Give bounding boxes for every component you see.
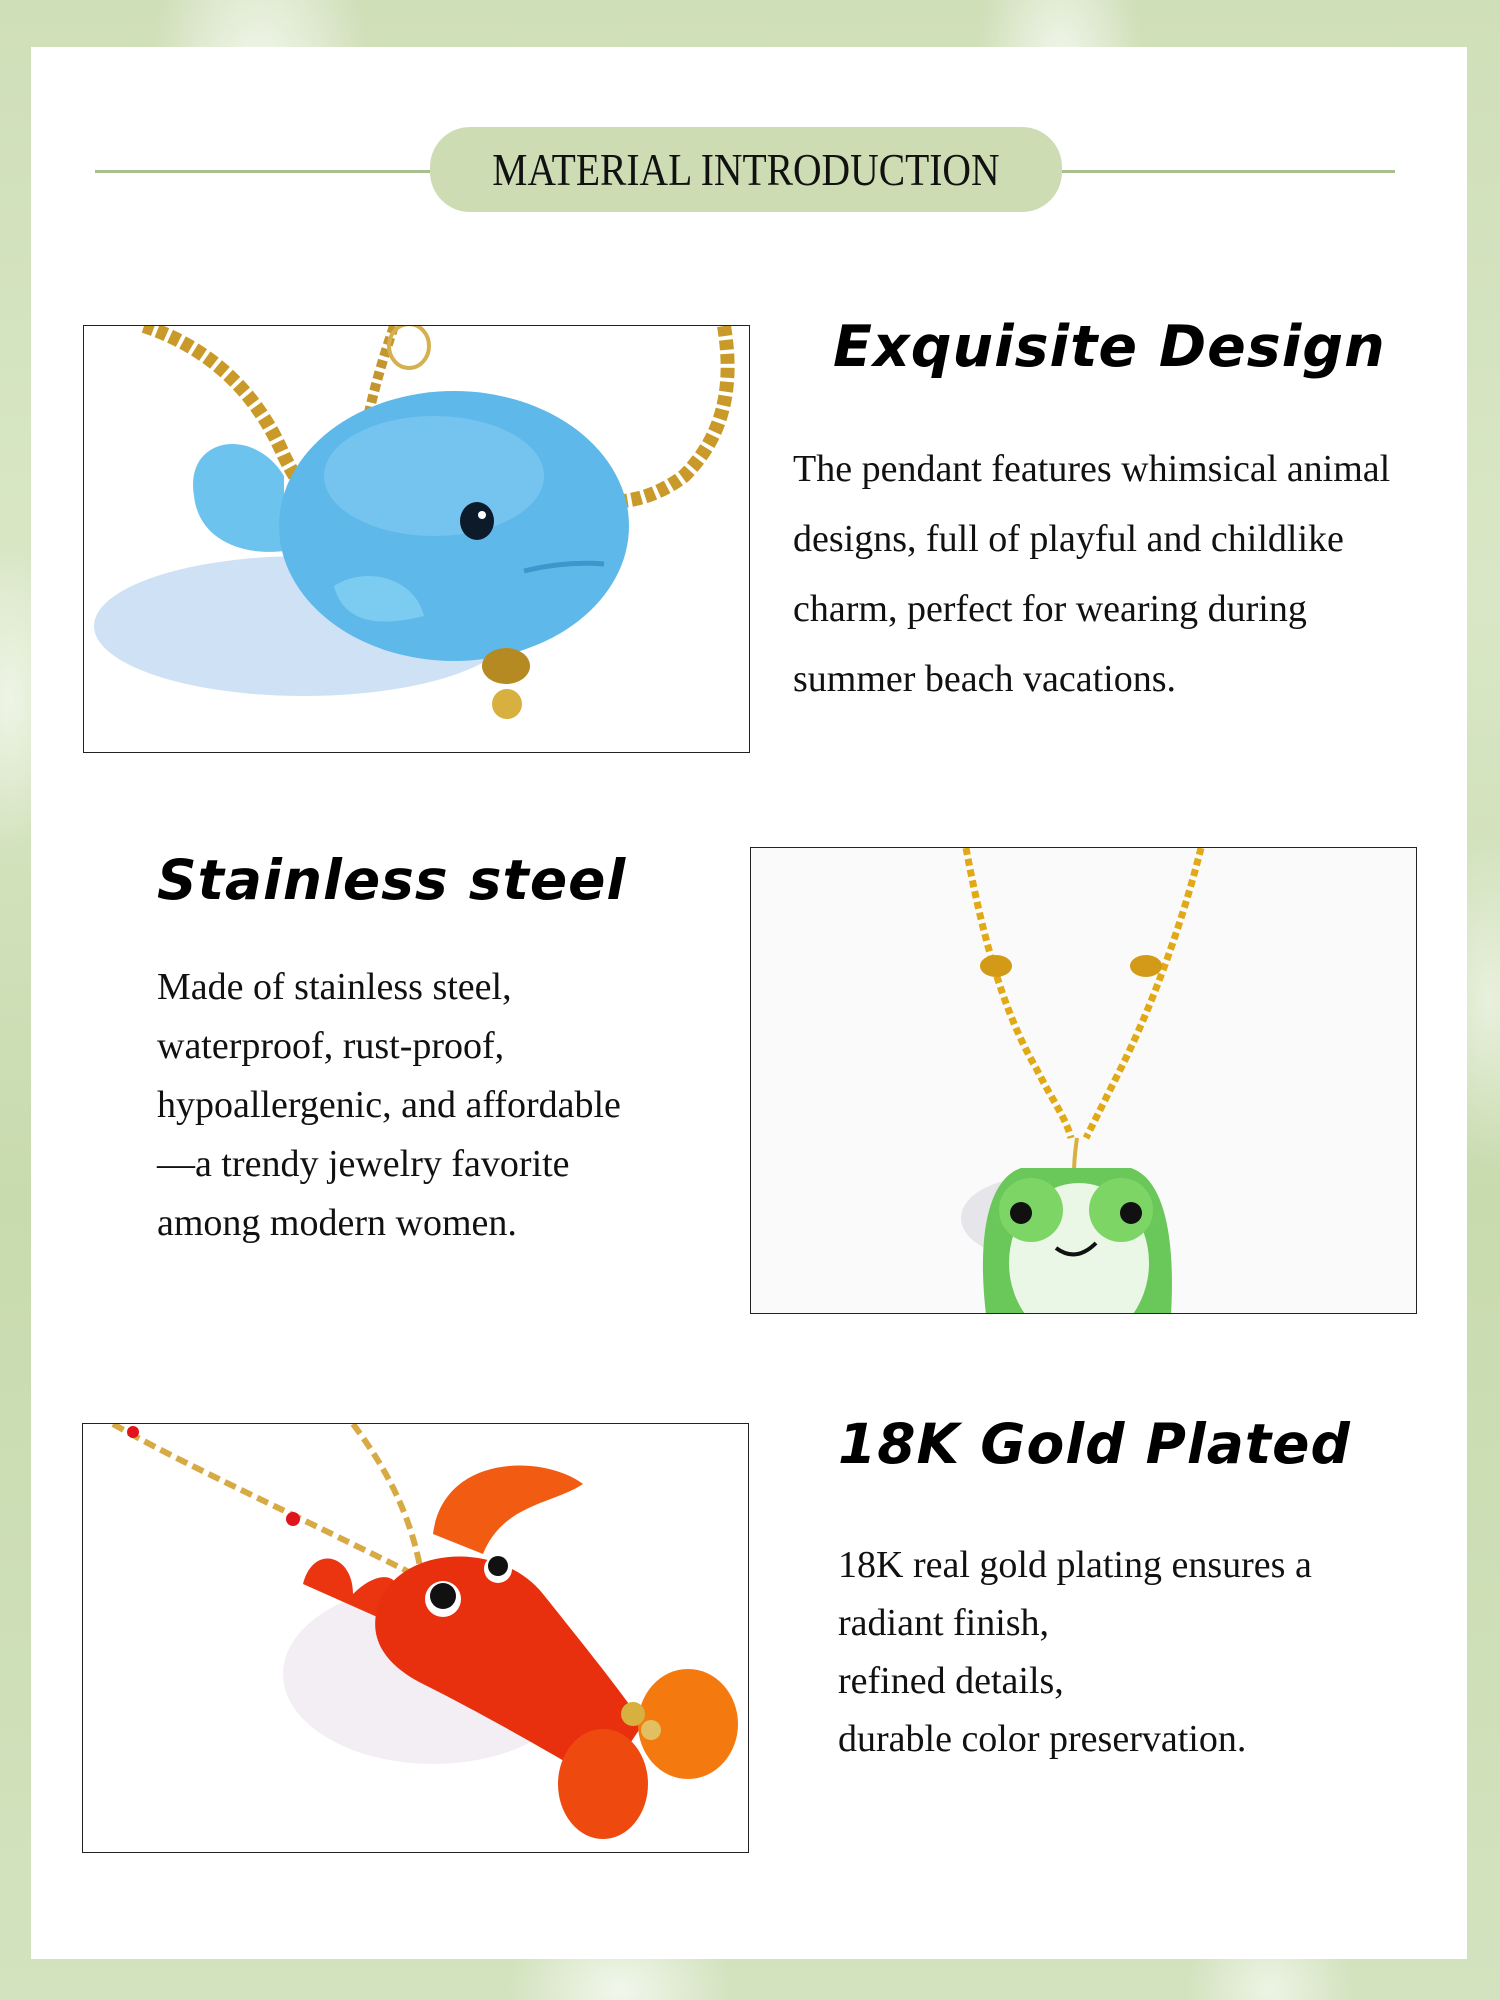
paragraph-line: The pendant features whimsical animal: [793, 448, 1391, 490]
frog-pendant-image: [750, 847, 1417, 1314]
header-divider-left: [95, 170, 435, 173]
paragraph-line: durable color preservation.: [838, 1718, 1247, 1760]
heading-stainless-steel: Stainless steel: [157, 848, 627, 912]
paragraph-line: designs, full of playful and childlike: [793, 518, 1344, 560]
heading-18k-gold-plated: 18K Gold Plated: [838, 1412, 1351, 1476]
paragraph-line: charm, perfect for wearing during: [793, 588, 1307, 630]
paragraph-exquisite-design: [793, 434, 1390, 714]
lobster-pendant-illustration: [83, 1424, 749, 1853]
frog-pendant-illustration: [751, 848, 1417, 1314]
whale-pendant-illustration: [84, 326, 750, 753]
section-title-badge: [430, 127, 1062, 212]
paragraph-line: Made of stainless steel,: [157, 966, 512, 1008]
paragraph-line: radiant finish,: [838, 1602, 1050, 1644]
paragraph-line: among modern women.: [157, 1202, 517, 1244]
heading-exquisite-design: Exquisite Design: [833, 314, 1386, 380]
paragraph-line: 18K real gold plating ensures a: [838, 1544, 1312, 1586]
lobster-pendant-image: [82, 1423, 749, 1853]
paragraph-line: waterproof, rust-proof,: [157, 1025, 505, 1067]
paragraph-18k-gold-plated: [838, 1536, 1312, 1768]
paragraph-line: —a trendy jewelry favorite: [157, 1143, 570, 1185]
paragraph-line: summer beach vacations.: [793, 658, 1177, 700]
header-divider-right: [1058, 170, 1395, 173]
paragraph-line: refined details,: [838, 1660, 1064, 1702]
paragraph-line: hypoallergenic, and affordable: [157, 1084, 621, 1126]
whale-pendant-image: [83, 325, 750, 753]
section-title: MATERIAL INTRODUCTION: [492, 144, 1000, 195]
paragraph-stainless-steel: [157, 958, 621, 1253]
